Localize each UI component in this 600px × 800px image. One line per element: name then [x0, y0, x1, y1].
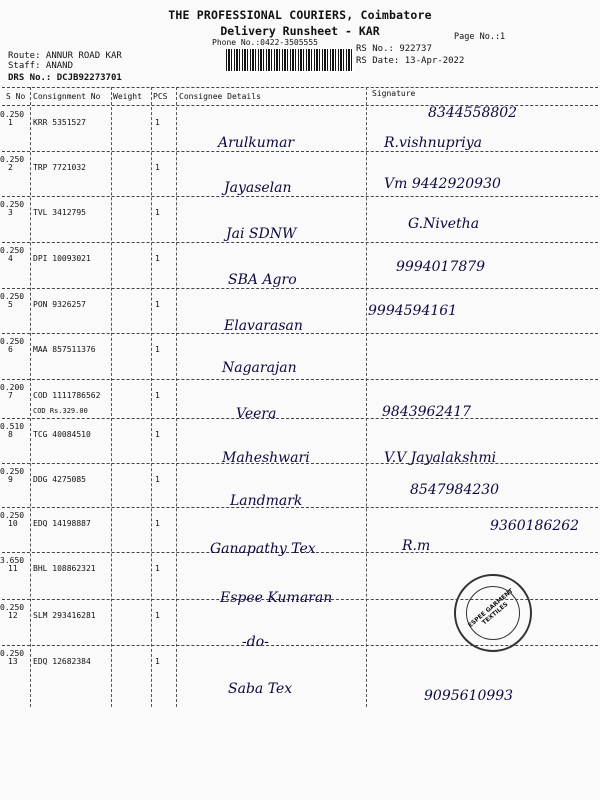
row-sno: 13 — [8, 657, 18, 666]
rs-date: RS Date: 13-Apr-2022 — [356, 56, 465, 66]
row-divider — [2, 379, 598, 380]
row-pcs: 1 — [155, 163, 160, 172]
row-consignment-no: KRR 5351527 — [33, 118, 86, 127]
row-sno: 4 — [8, 254, 13, 263]
table-row — [0, 337, 600, 381]
row-pcs: 1 — [155, 657, 160, 666]
row-consignment-no: COD 1111786562 — [33, 391, 101, 400]
row-sno: 7 — [8, 391, 13, 400]
handwritten-phone-note: 9095610993 — [424, 688, 514, 704]
handwritten-consignee: Ganapathy Tex — [210, 541, 316, 557]
row-pcs: 1 — [155, 391, 160, 400]
row-sno: 3 — [8, 208, 13, 217]
row-weight: 0.250 — [0, 603, 25, 612]
row-weight: 0.510 — [0, 422, 25, 431]
row-weight: 0.250 — [0, 649, 25, 658]
row-sno: 10 — [8, 519, 18, 528]
col-sno: S No — [6, 92, 26, 101]
row-consignment-no: TCG 40084510 — [33, 430, 91, 439]
row-divider — [2, 242, 598, 243]
handwritten-consignee: Saba Tex — [228, 681, 293, 697]
row-pcs: 1 — [155, 611, 160, 620]
handwritten-consignee: Arulkumar — [218, 135, 295, 151]
col-pcs: PCS — [153, 92, 168, 101]
handwritten-consignee: Nagarajan — [222, 360, 297, 376]
handwritten-consignee: Maheshwari — [222, 450, 310, 466]
handwritten-phone-note: 8344558802 — [428, 105, 518, 121]
col-signature: Signature — [372, 89, 416, 98]
row-pcs: 1 — [155, 300, 160, 309]
row-pcs: 1 — [155, 118, 160, 127]
row-sno: 6 — [8, 345, 13, 354]
col-consignee: Consignee Details — [179, 92, 261, 101]
row-weight: 0.250 — [0, 292, 25, 301]
company-title: THE PROFESSIONAL COURIERS, Coimbatore — [168, 8, 432, 22]
row-pcs: 1 — [155, 475, 160, 484]
handwritten-consignee: Jai SDNW — [226, 226, 297, 242]
staff: Staff: ANAND — [8, 61, 74, 71]
row-divider — [2, 196, 598, 197]
table-row — [0, 383, 600, 427]
handwritten-signature: V.V Jayalakshmi — [384, 450, 497, 466]
row-pcs: 1 — [155, 564, 160, 573]
handwritten-consignee: Espee Kumaran — [220, 590, 333, 606]
handwritten-signature: 9843962417 — [382, 404, 472, 420]
handwritten-consignee: Veera — [236, 406, 277, 422]
handwritten-signature: 9994594161 — [368, 303, 458, 319]
row-divider — [2, 418, 598, 419]
handwritten-consignee: Jayaselan — [224, 180, 292, 196]
handwritten-consignee: SBA Agro — [228, 272, 297, 288]
route: Route: ANNUR ROAD KAR — [8, 51, 122, 61]
row-weight: 0.250 — [0, 155, 25, 164]
row-sno: 5 — [8, 300, 13, 309]
row-consignment-no: SLM 293416281 — [33, 611, 96, 620]
handwritten-consignee: -do- — [242, 634, 269, 650]
handwritten-signature: G.Nivetha — [408, 216, 480, 232]
row-sno: 11 — [8, 564, 18, 573]
handwritten-signature: R.m — [402, 538, 431, 554]
row-consignment-no: MAA 857511376 — [33, 345, 96, 354]
row-consignment-no: DPI 10093021 — [33, 254, 91, 263]
row-cod-amount: COD Rs.329.00 — [33, 407, 88, 415]
row-sno: 2 — [8, 163, 13, 172]
row-pcs: 1 — [155, 208, 160, 217]
row-weight: 3.650 — [0, 556, 25, 565]
row-pcs: 1 — [155, 430, 160, 439]
row-consignment-no: PON 9326257 — [33, 300, 86, 309]
row-weight: 0.250 — [0, 110, 25, 119]
handwritten-consignee: Elavarasan — [224, 318, 303, 334]
page-number: Page No.:1 — [454, 32, 506, 42]
phone-number: Phone No.:0422-3505555 — [212, 38, 318, 47]
handwritten-consignee: Landmark — [230, 493, 303, 509]
row-weight: 0.250 — [0, 511, 25, 520]
row-consignment-no: EDQ 14198887 — [33, 519, 91, 528]
col-consignment: Consignment No — [33, 92, 101, 101]
col-weight: Weight — [113, 92, 142, 101]
handwritten-signature: 8547984230 — [410, 482, 500, 498]
row-consignment-no: EDQ 12682384 — [33, 657, 91, 666]
row-consignment-no: DDG 4275085 — [33, 475, 86, 484]
row-sno: 12 — [8, 611, 18, 620]
table-row — [0, 246, 600, 290]
handwritten-signature: 9994017879 — [396, 259, 486, 275]
row-divider — [2, 151, 598, 152]
table-row — [0, 200, 600, 244]
row-pcs: 1 — [155, 345, 160, 354]
table-row — [0, 155, 600, 199]
company-stamp — [454, 574, 532, 652]
barcode — [226, 49, 354, 71]
row-sno: 8 — [8, 430, 13, 439]
row-pcs: 1 — [155, 519, 160, 528]
handwritten-signature: Vm 9442920930 — [384, 176, 501, 192]
row-sno: 9 — [8, 475, 13, 484]
rs-number: RS No.: 922737 — [356, 44, 432, 54]
row-weight: 0.200 — [0, 383, 25, 392]
handwritten-signature: R.vishnupriya — [384, 135, 482, 151]
runsheet-subtitle: Delivery Runsheet - KAR — [220, 24, 380, 38]
row-sno: 1 — [8, 118, 13, 127]
handwritten-phone-note: 9360186262 — [490, 518, 580, 534]
row-weight: 0.250 — [0, 200, 25, 209]
drs-number: DRS No.: DCJB92273701 — [8, 73, 122, 83]
row-weight: 0.250 — [0, 467, 25, 476]
row-consignment-no: TRP 7721032 — [33, 163, 86, 172]
row-pcs: 1 — [155, 254, 160, 263]
stamp-text: ESPEE GARMENT TEXTILES — [466, 587, 515, 630]
row-consignment-no: BHL 108862321 — [33, 564, 96, 573]
row-divider — [2, 288, 598, 289]
row-consignment-no: TVL 3412795 — [33, 208, 86, 217]
row-weight: 0.250 — [0, 337, 25, 346]
row-weight: 0.250 — [0, 246, 25, 255]
table-row — [0, 649, 600, 693]
